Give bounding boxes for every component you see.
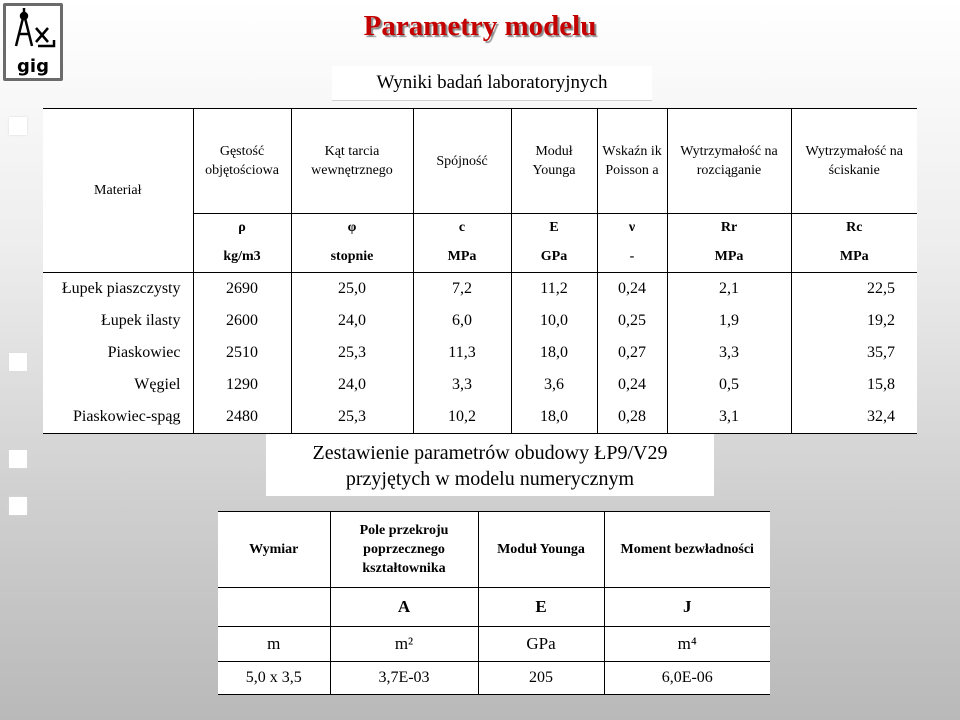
value-cell: 18,0: [511, 401, 597, 434]
material-name: Piaskowiec: [43, 337, 193, 369]
symbol-cell: ν: [597, 214, 667, 243]
unit-cell: kg/m3: [193, 242, 291, 273]
value-cell: 2690: [193, 273, 291, 306]
value-cell: 0,25: [597, 305, 667, 337]
header-row: [43, 109, 917, 214]
value-cell: 2600: [193, 305, 291, 337]
table-row: [43, 273, 917, 306]
value-cell: 3,1: [667, 401, 791, 434]
value-cell: 0,27: [597, 337, 667, 369]
page-title: Parametry modelu: [363, 10, 597, 42]
column-header: Moment bezwładności: [604, 512, 770, 588]
symbol-cell: [218, 588, 330, 627]
value-cell: 205: [478, 662, 604, 695]
table-row: [43, 401, 917, 434]
value-cell: 0,28: [597, 401, 667, 434]
column-header: Wytrzymałość na rozciąganie: [667, 109, 791, 214]
symbol-cell: φ: [291, 214, 413, 243]
unit-cell: -: [597, 242, 667, 273]
bullet-marker: [9, 450, 27, 468]
symbol-cell: J: [604, 588, 770, 627]
column-header: Pole przekroju poprzecznego kształtownika: [330, 512, 478, 588]
value-cell: 18,0: [511, 337, 597, 369]
value-cell: 2,1: [667, 273, 791, 306]
column-header: Spójność: [413, 109, 511, 214]
column-header: Moduł Younga: [478, 512, 604, 588]
bullet-marker: [9, 353, 27, 371]
value-cell: 3,7E-03: [330, 662, 478, 695]
bullet-marker: [9, 497, 27, 515]
value-cell: 25,3: [291, 337, 413, 369]
table-row: [218, 662, 770, 695]
column-header: Kąt tarcia wewnętrznego: [291, 109, 413, 214]
column-header: Wymiar: [218, 512, 330, 588]
value-cell: 11,2: [511, 273, 597, 306]
value-cell: 11,3: [413, 337, 511, 369]
symbol-cell: ρ: [193, 214, 291, 243]
unit-cell: MPa: [413, 242, 511, 273]
value-cell: 25,3: [291, 401, 413, 434]
unit-cell: GPa: [511, 242, 597, 273]
value-cell: 10,2: [413, 401, 511, 434]
value-cell: 1290: [193, 369, 291, 401]
table-row: [43, 337, 917, 369]
value-cell: 5,0 x 3,5: [218, 662, 330, 695]
column-header: Wskaźn ik Poisson a: [597, 109, 667, 214]
material-header: Materiał: [43, 109, 193, 273]
symbol-cell: Rc: [791, 214, 917, 243]
value-cell: 35,7: [791, 337, 917, 369]
value-cell: 10,0: [511, 305, 597, 337]
lab-results-table: [43, 108, 917, 434]
value-cell: 3,3: [413, 369, 511, 401]
value-cell: 24,0: [291, 369, 413, 401]
value-cell: 6,0E-06: [604, 662, 770, 695]
value-cell: 15,8: [791, 369, 917, 401]
column-header: Gęstość objętościowa: [193, 109, 291, 214]
column-header: Moduł Younga: [511, 109, 597, 214]
symbol-cell: Rr: [667, 214, 791, 243]
symbol-cell: A: [330, 588, 478, 627]
value-cell: 7,2: [413, 273, 511, 306]
symbol-row: [218, 588, 770, 627]
value-cell: 6,0: [413, 305, 511, 337]
unit-row: [218, 627, 770, 662]
table-row: [43, 369, 917, 401]
value-cell: 22,5: [791, 273, 917, 306]
bullet-marker: [9, 117, 27, 135]
header-row: [218, 512, 770, 588]
symbol-cell: c: [413, 214, 511, 243]
logo-text: gig: [17, 56, 49, 77]
material-name: Łupek ilasty: [43, 305, 193, 337]
value-cell: 2510: [193, 337, 291, 369]
symbol-cell: E: [478, 588, 604, 627]
value-cell: 0,5: [667, 369, 791, 401]
material-name: Łupek piaszczysty: [43, 273, 193, 306]
unit-cell: MPa: [791, 242, 917, 273]
section-title-line: przyjętych w modelu numerycznym: [345, 468, 635, 490]
value-cell: 2480: [193, 401, 291, 434]
value-cell: 32,4: [791, 401, 917, 434]
section-title: [266, 434, 714, 496]
unit-cell: stopnie: [291, 242, 413, 273]
subtitle: Wyniki badań laboratoryjnych: [332, 66, 652, 101]
column-header: Wytrzymałość na ściskanie: [791, 109, 917, 214]
unit-cell: m: [218, 627, 330, 662]
value-cell: 19,2: [791, 305, 917, 337]
unit-cell: m²: [330, 627, 478, 662]
value-cell: 24,0: [291, 305, 413, 337]
value-cell: 3,6: [511, 369, 597, 401]
value-cell: 1,9: [667, 305, 791, 337]
value-cell: 3,3: [667, 337, 791, 369]
value-cell: 0,24: [597, 369, 667, 401]
value-cell: 0,24: [597, 273, 667, 306]
table-row: [43, 305, 917, 337]
material-name: Węgiel: [43, 369, 193, 401]
value-cell: 25,0: [291, 273, 413, 306]
section-title-line: Zestawienie parametrów obudowy ŁP9/V29: [312, 442, 668, 464]
unit-cell: GPa: [478, 627, 604, 662]
material-name: Piaskowiec-spąg: [43, 401, 193, 434]
unit-cell: m⁴: [604, 627, 770, 662]
unit-cell: MPa: [667, 242, 791, 273]
support-params-table: [218, 511, 770, 695]
symbol-cell: E: [511, 214, 597, 243]
